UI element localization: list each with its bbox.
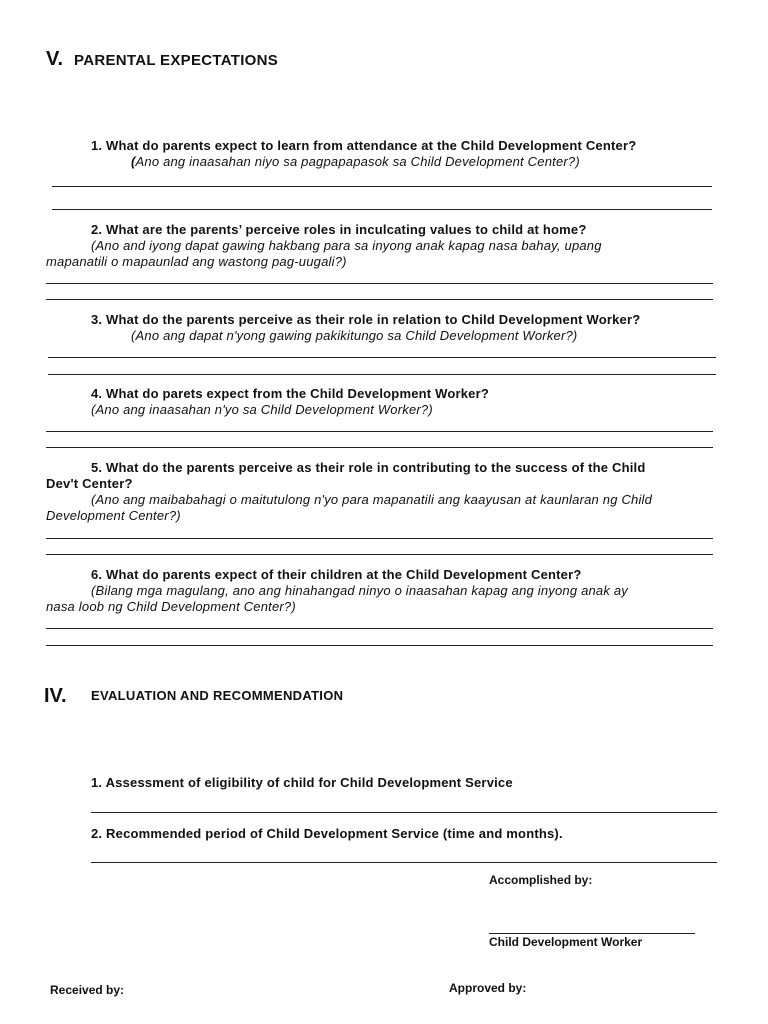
- answer-line[interactable]: [48, 374, 716, 375]
- answer-line[interactable]: [52, 209, 712, 210]
- question-4: 4. What do parets expect from the Child Development Worker?: [91, 386, 490, 401]
- received-by-label: Received by:: [50, 983, 125, 997]
- recommended-period-label: 2. Recommended period of Child Development Service (time and months).: [91, 826, 563, 841]
- answer-line[interactable]: [52, 186, 712, 187]
- question-5-translation-cont: Development Center?): [46, 508, 181, 523]
- answer-line[interactable]: [46, 645, 713, 646]
- question-2: 2. What are the parents’ perceive roles in inculcating values to child at home?: [91, 222, 587, 237]
- section-5-number: V.: [46, 48, 64, 70]
- answer-line[interactable]: [46, 447, 713, 448]
- signature-line[interactable]: [489, 933, 695, 934]
- question-5: 5. What do the parents perceive as their role in contributing to the success of the Child: [91, 460, 646, 475]
- question-1-translation: (Ano ang inaasahan niyo sa pagpapapasok sa Child Development Center?): [131, 154, 580, 169]
- question-6-translation: (Bilang mga magulang, ano ang hinahangad ninyo o inaasahan kapag ang inyong anak ay: [91, 583, 629, 598]
- question-2-translation-cont: mapanatili o mapaunlad ang wastong pag-uugali?): [46, 254, 347, 269]
- section-5-title: PARENTAL EXPECTATIONS: [74, 52, 279, 69]
- question-2-translation: (Ano and iyong dapat gawing hakbang para sa inyong anak kapag nasa bahay, upang: [91, 238, 602, 253]
- section-4-title: EVALUATION AND RECOMMENDATION: [91, 688, 344, 703]
- answer-line[interactable]: [46, 628, 713, 629]
- assessment-answer-line[interactable]: [91, 812, 717, 813]
- recommended-period-answer-line[interactable]: [91, 862, 717, 863]
- worker-title: Child Development Worker: [489, 935, 643, 949]
- approved-by-label: Approved by:: [449, 981, 527, 995]
- answer-line[interactable]: [48, 357, 716, 358]
- accomplished-by-label: Accomplished by:: [489, 873, 593, 887]
- question-6-translation-cont: nasa loob ng Child Development Center?): [46, 599, 296, 614]
- answer-line[interactable]: [46, 554, 713, 555]
- question-6: 6. What do parents expect of their children at the Child Development Center?: [91, 567, 582, 582]
- question-5-cont: Dev't Center?: [46, 476, 133, 491]
- question-1: 1. What do parents expect to learn from attendance at the Child Development Center?: [91, 138, 637, 153]
- question-4-translation: (Ano ang inaasahan n'yo sa Child Development Worker?): [91, 402, 433, 417]
- question-5-translation: (Ano ang maibabahagi o maitutulong n'yo para mapanatili ang kaayusan at kaunlaran ng Child: [91, 492, 653, 507]
- answer-line[interactable]: [46, 538, 713, 539]
- answer-line[interactable]: [46, 431, 713, 432]
- assessment-label: 1. Assessment of eligibility of child for Child Development Service: [91, 775, 513, 790]
- question-3: 3. What do the parents perceive as their role in relation to Child Development Worker?: [91, 312, 641, 327]
- question-3-translation: (Ano ang dapat n'yong gawing pakikitungo sa Child Development Worker?): [131, 328, 578, 343]
- section-4-number: IV.: [44, 685, 67, 707]
- answer-line[interactable]: [46, 283, 713, 284]
- answer-line[interactable]: [46, 299, 713, 300]
